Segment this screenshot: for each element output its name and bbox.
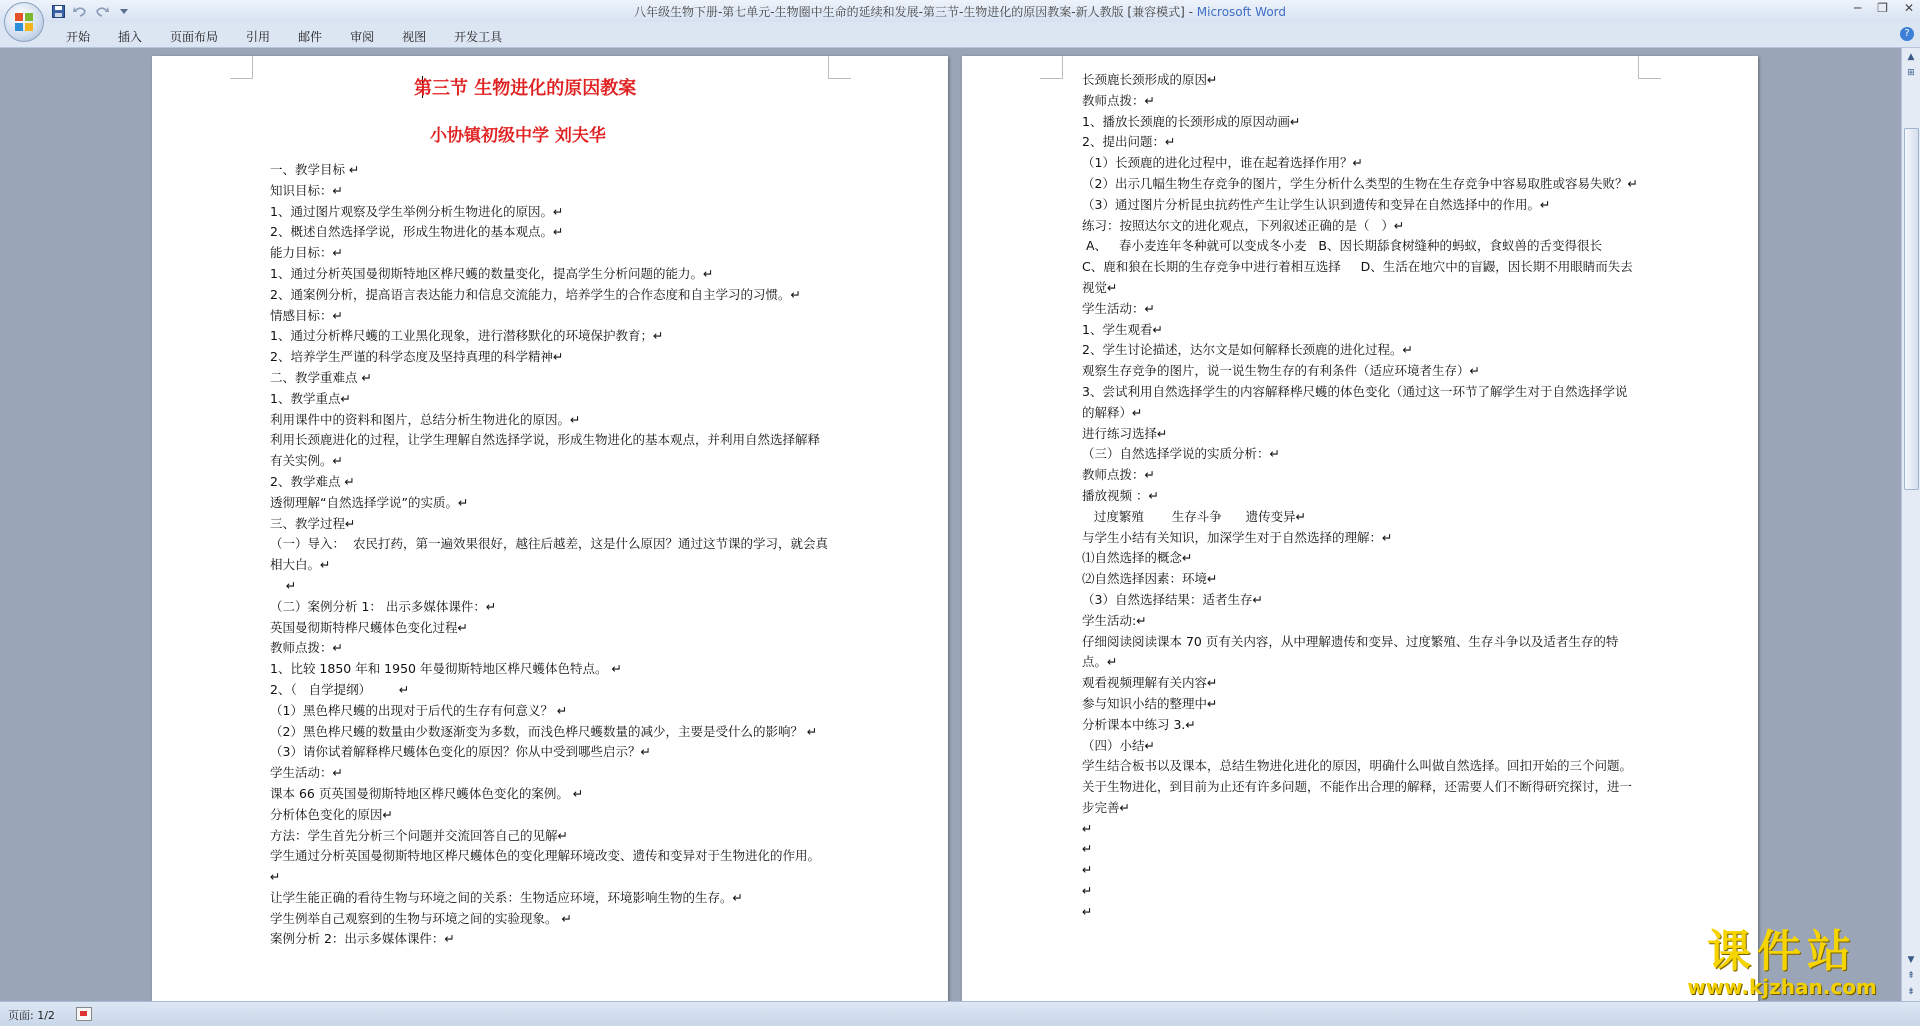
paragraph-line: 2、（ 自学提纲） ↵ <box>270 681 410 697</box>
tab-developer[interactable]: 开发工具 <box>454 30 503 44</box>
crop-mark <box>1638 56 1661 79</box>
document-title: 第三节 生物进化的原因教案 <box>414 78 637 99</box>
paragraph-line: 播放视频 ：↵ <box>1082 487 1159 503</box>
paragraph-line: 学生通过分析英国曼彻斯特地区桦尺蠖体色的变化理解环境改变、遗传和变异对于生物进化的作用。↵ <box>270 848 821 885</box>
paragraph-line: 学生例举自己观察到的生物与环境之间的实验现象。 ↵ <box>270 910 572 926</box>
paragraph-line: 长颈鹿长颈形成的原因↵ <box>1082 72 1218 87</box>
paragraph-line: 2、概述自然选择学说，形成生物进化的基本观点。↵ <box>270 224 564 240</box>
paragraph-line: 让学生能正确的看待生物与环境之间的关系：生物适应环境，环境影响生物的生存。↵ <box>270 889 743 905</box>
crop-mark <box>1040 56 1063 79</box>
paragraph-line: 仔细阅读阅读课本 70 页有关内容，从中理解遗传和变异、过度繁殖、生存斗争以及适者生存的特点。↵ <box>1082 633 1619 670</box>
paragraph-line: 课本 66 页英国曼彻斯特地区桦尺蠖体色变化的案例。 ↵ <box>270 785 584 801</box>
paragraph-line: 学生活动：↵ <box>270 765 343 781</box>
close-button[interactable]: ✕ <box>1903 1 1914 15</box>
minimize-button[interactable]: ─ <box>1853 1 1862 15</box>
tab-view[interactable]: 视图 <box>402 30 427 44</box>
paragraph-line: （3）通过图片分析昆虫抗药性产生让学生认识到遗传和变异在自然选择中的作用。↵ <box>1082 196 1551 212</box>
paragraph-line: 学生活动:↵ <box>1082 612 1147 628</box>
tab-references[interactable]: 引用 <box>246 30 271 44</box>
paragraph-line: 透彻理解“自然选择学说”的实质。↵ <box>270 494 469 510</box>
paragraph-line: （三）自然选择学说的实质分析：↵ <box>1082 446 1280 462</box>
paragraph-line: 分析体色变化的原因↵ <box>270 806 393 822</box>
paragraph-line: 2、培养学生严谨的科学态度及坚持真理的科学精神↵ <box>270 349 564 365</box>
paragraph-line: 观看视频理解有关内容↵ <box>1082 675 1218 691</box>
paragraph-line: 方法：学生首先分析三个问题并交流回答自己的见解↵ <box>270 827 568 843</box>
watermark-logo-text: 课件站 <box>1707 926 1857 977</box>
paragraph-line: 学生结合板书以及课本，总结生物进化进化的原因，明确什么叫做自然选择。回扣开始的三个问题。 关于生物进化，到目前为止还有许多问题，不能作出合理的解释，还需要人们不断得研究探讨，进一步完善↵ <box>1082 758 1636 815</box>
paragraph-line: 2、通案例分析，提高语言表达能力和信息交流能力，培养学生的合作态度和自主学习的习惯。↵ <box>270 286 801 302</box>
paragraph-line: 练习：按照达尔文的进化观点，下列叙述正确的是（ ）↵ <box>1082 217 1405 233</box>
document-page-2[interactable] <box>962 56 1758 1001</box>
paragraph-line: 案例分析 2：出示多媒体课件：↵ <box>270 931 455 947</box>
paragraph-line: 教师点拨：↵ <box>1082 467 1155 483</box>
crop-mark <box>828 56 851 79</box>
paragraph-line: ↵ <box>1082 883 1093 899</box>
paragraph-line: （一）导入： 农民打药，第一遍效果很好，越往后越差，这是什么原因？通过这节课的学习，就会真相大白。↵ <box>270 536 828 573</box>
site-watermark <box>1666 928 1898 998</box>
tab-insert[interactable]: 插入 <box>118 30 143 44</box>
document-author: 小协镇初级中学 刘夫华 <box>430 126 606 146</box>
paragraph-line: 1、播放长颈鹿的长颈形成的原因动画↵ <box>1082 113 1301 129</box>
crop-mark <box>230 56 253 79</box>
paragraph-line: 利用课件中的资料和图片，总结分析生物进化的原因。↵ <box>270 411 581 427</box>
document-workspace <box>0 48 1902 1001</box>
paragraph-line: 一、教学目标 ↵ <box>270 162 360 177</box>
paragraph-line: 学生活动：↵ <box>1082 300 1155 316</box>
paragraph-line: （3）请你试着解释桦尺蠖体色变化的原因？你从中受到哪些启示？↵ <box>270 744 651 760</box>
paragraph-line: 分析课本中练习 3.↵ <box>1082 716 1196 732</box>
paragraph-line: （2）黑色桦尺蠖的数量由少数逐渐变为多数，而浅色桦尺蠖数量的减少，主要是受什么的影响？ ↵ <box>270 723 818 739</box>
paragraph-line: 2、教学难点 ↵ <box>270 473 355 489</box>
paragraph-line: 二、教学重难点 ↵ <box>270 369 372 385</box>
help-icon[interactable]: ? <box>1900 27 1914 41</box>
page-1-body <box>270 160 828 950</box>
next-page-icon[interactable]: ⇟ <box>1907 987 1915 997</box>
paragraph-line: 与学生小结有关知识，加深学生对于自然选择的理解：↵ <box>1082 529 1393 545</box>
paragraph-line: ⑴自然选择的概念↵ <box>1082 550 1193 566</box>
document-page-1[interactable] <box>152 56 948 1001</box>
paragraph-line: 2、学生讨论描述，达尔文是如何解释长颈鹿的进化过程。↵ <box>1082 342 1413 358</box>
paragraph-line: ⑵自然选择因素：环境↵ <box>1082 571 1218 587</box>
paragraph-line: ↵ <box>1082 841 1093 857</box>
ruler-toggle-icon[interactable]: ⊞ <box>1907 68 1915 78</box>
status-bar <box>0 1001 1920 1026</box>
paragraph-line: ↵ <box>1082 820 1093 836</box>
paragraph-line: （四）小结↵ <box>1082 737 1155 753</box>
page-count-status[interactable]: 页面: 1/2 <box>8 1009 55 1022</box>
ribbon-tab-bar <box>0 22 1920 48</box>
tab-page-layout[interactable]: 页面布局 <box>170 30 219 44</box>
paragraph-line: 1、教学重点↵ <box>270 390 351 406</box>
paragraph-line: 1、学生观看↵ <box>1082 321 1163 337</box>
paragraph-line: 1、比较 1850 年和 1950 年曼彻斯特地区桦尺蠖体色特点。 ↵ <box>270 661 622 677</box>
paragraph-line: 教师点拨：↵ <box>1082 92 1155 108</box>
maximize-button[interactable]: ❐ <box>1877 1 1888 15</box>
paragraph-line: （二）案例分析 1： 出示多媒体课件：↵ <box>270 598 497 614</box>
scroll-down-icon[interactable]: ▼ <box>1907 955 1915 965</box>
paragraph-line: 1、通过分析桦尺蠖的工业黑化现象，进行潜移默化的环境保护教育；↵ <box>270 328 664 344</box>
tab-home[interactable]: 开始 <box>66 30 91 44</box>
title-bar <box>0 0 1920 23</box>
paragraph-line: 英国曼彻斯特桦尺蠖体色变化过程↵ <box>270 619 468 635</box>
paragraph-line: ↵ <box>1082 862 1093 878</box>
vertical-scrollbar[interactable] <box>1901 48 1920 1001</box>
window-title <box>0 3 1920 20</box>
paragraph-line: ↵ <box>270 577 297 593</box>
tab-review[interactable]: 审阅 <box>350 30 375 44</box>
paragraph-line: 1、通过分析英国曼彻斯特地区桦尺蠖的数量变化，提高学生分析问题的能力。↵ <box>270 265 714 281</box>
paragraph-line: （1）长颈鹿的进化过程中，谁在起着选择作用？↵ <box>1082 155 1363 171</box>
paragraph-line: 知识目标：↵ <box>270 182 343 198</box>
office-button[interactable] <box>4 2 44 42</box>
paragraph-line: 进行练习选择↵ <box>1082 425 1168 441</box>
paragraph-line: 参与知识小结的整理中↵ <box>1082 695 1218 711</box>
paragraph-line: 1、通过图片观察及学生举例分析生物进化的原因。↵ <box>270 203 564 219</box>
window-controls <box>1854 1 1914 15</box>
app-name: Microsoft Word <box>1196 5 1287 19</box>
scrollbar-thumb[interactable] <box>1904 128 1919 490</box>
proofing-status-icon[interactable] <box>76 1007 92 1021</box>
scroll-up-icon[interactable]: ▲ <box>1907 52 1915 62</box>
paragraph-line: （3）自然选择结果：适者生存↵ <box>1082 591 1263 607</box>
previous-page-icon[interactable]: ⇞ <box>1907 971 1915 981</box>
page-2-body <box>1082 70 1638 923</box>
paragraph-line: ↵ <box>1082 903 1093 919</box>
paragraph-line: 3、尝试利用自然选择学生的内容解释桦尺蠖的体色变化（通过这一环节了解学生对于自然选择学说的解释）↵ <box>1082 383 1628 420</box>
paragraph-line: 三、教学过程↵ <box>270 515 356 531</box>
paragraph-line: 观察生存竞争的图片，说一说生物生存的有利条件（适应环境者生存）↵ <box>1082 363 1480 379</box>
paragraph-line: 2、提出问题：↵ <box>1082 134 1176 150</box>
watermark-url: www.kjzhan.com <box>1687 975 1877 999</box>
paragraph-line: 能力目标：↵ <box>270 245 343 261</box>
paragraph-line: （2）出示几幅生物生存竞争的图片，学生分析什么类型的生物在生存竞争中容易取胜或容易失败？↵ <box>1082 175 1638 191</box>
paragraph-line: 利用长颈鹿进化的过程，让学生理解自然选择学说，形成生物进化的基本观点，并利用自然选择解释有关实例。↵ <box>270 432 821 469</box>
tab-mailings[interactable]: 邮件 <box>298 30 323 44</box>
document-name: 八年级生物下册-第七单元-生物圈中生命的延续和发展-第三节-生物进化的原因教案-新人教版 [兼容模式] - <box>633 5 1197 19</box>
paragraph-line: 教师点拨：↵ <box>270 640 343 656</box>
paragraph-line: A、 春小麦连年冬种就可以变成冬小麦 B、因长期舔食树缝种的蚂蚁，食蚁兽的舌变得很长 C、鹿和狼在长期的生存竞争中进行着相互选择 D、生活在地穴中的盲鼹，因长期不用眼睛而失去视觉↵ <box>1082 238 1634 295</box>
paragraph-line: （1）黑色桦尺蠖的出现对于后代的生存有何意义？ ↵ <box>270 702 568 718</box>
office-logo-icon <box>14 12 34 32</box>
paragraph-line: 情感目标：↵ <box>270 307 343 323</box>
paragraph-line: 过度繁殖 生存斗争 遗传变异↵ <box>1082 508 1307 524</box>
